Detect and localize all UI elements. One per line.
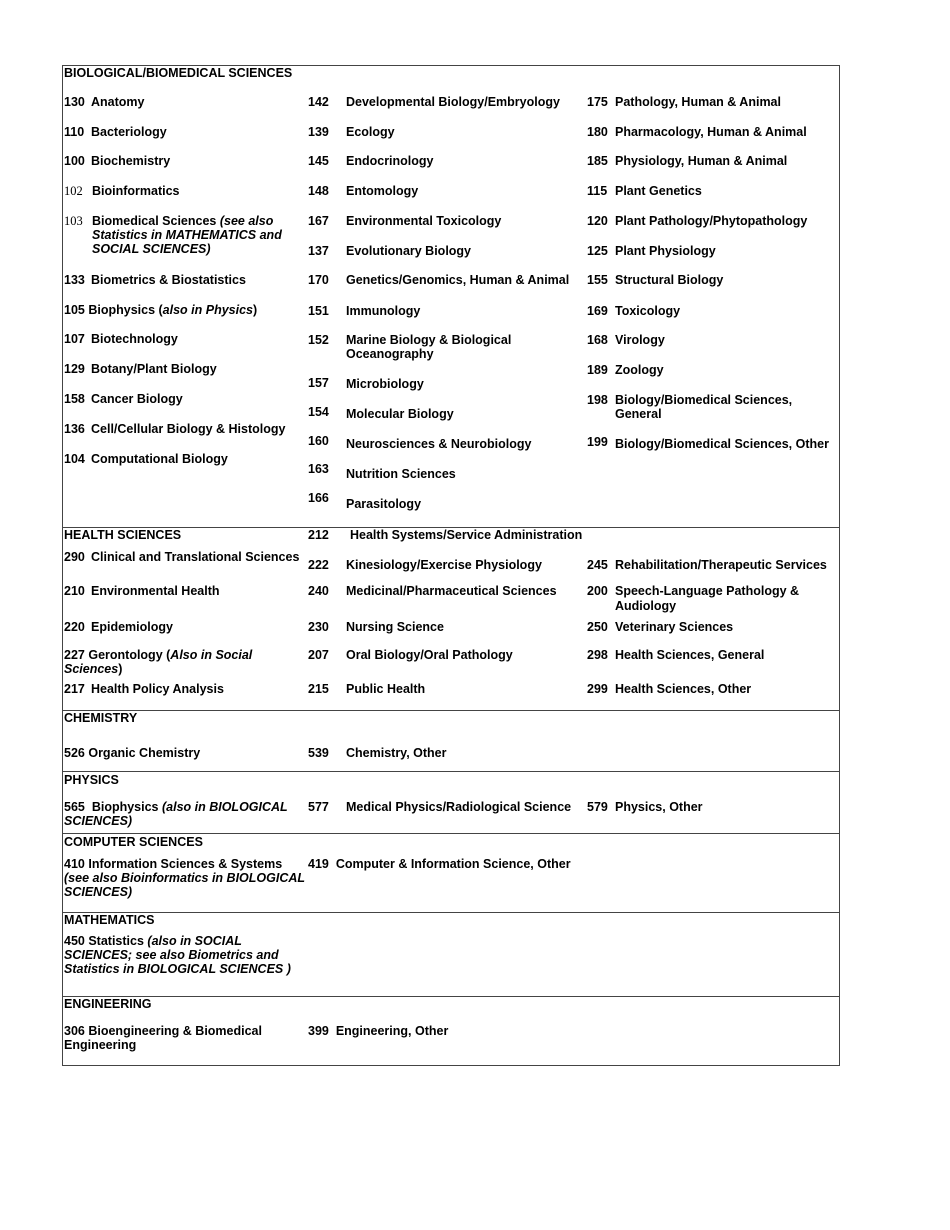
field-label: Pathology, Human & Animal — [615, 95, 781, 109]
field-code: 198 — [587, 393, 608, 407]
field-label: Microbiology — [346, 377, 424, 391]
field-entry — [64, 746, 200, 760]
section-header-chem: CHEMISTRY — [64, 711, 138, 725]
field-label: Health Sciences, Other — [615, 682, 752, 696]
field-code: 167 — [308, 214, 329, 228]
field-note: (see also Bioinformatics in BIOLOGICAL — [64, 871, 306, 885]
section-divider — [62, 710, 840, 711]
field-code: 290 — [64, 550, 85, 564]
field-label: Medicinal/Pharmaceutical Sciences — [346, 584, 557, 598]
field-code: 245 — [587, 558, 608, 572]
field-code: 168 — [587, 333, 608, 347]
field-label: Marine Biology & Biological — [346, 333, 512, 347]
field-label: Kinesiology/Exercise Physiology — [346, 558, 542, 572]
field-code: 157 — [308, 376, 329, 390]
section-header-phys: PHYSICS — [64, 773, 119, 787]
field-label: Computational Biology — [91, 452, 228, 466]
field-code: 136 — [64, 422, 85, 436]
field-entry — [64, 857, 282, 871]
field-code: 180 — [587, 125, 608, 139]
field-note: (see also — [219, 214, 274, 228]
field-label-line2: Engineering — [64, 1038, 137, 1052]
field-entry — [64, 1024, 262, 1038]
field-label: Biochemistry — [91, 154, 171, 168]
field-label: Molecular Biology — [346, 407, 454, 421]
section-divider — [62, 912, 840, 913]
field-label: Biology/Biomedical Sciences, Other — [615, 437, 829, 451]
field-label: Biology/Biomedical Sciences, — [615, 393, 793, 407]
field-label: Bioinformatics — [92, 184, 180, 198]
field-note-line — [92, 242, 211, 256]
field-code: 160 — [308, 434, 329, 448]
field-code: 250 — [587, 620, 608, 634]
field-code: 145 — [308, 154, 329, 168]
field-code: 175 — [587, 95, 608, 109]
field-note: Statistics in BIOLOGICAL SCIENCES ) — [64, 962, 291, 976]
field-code: 120 — [587, 214, 608, 228]
field-label: Toxicology — [615, 304, 681, 318]
field-label: Virology — [615, 333, 665, 347]
field-code: 212 — [308, 528, 329, 542]
field-code: 163 — [308, 462, 329, 476]
field-note: (also in BIOLOGICAL — [161, 800, 288, 814]
field-label: Biotechnology — [91, 332, 178, 346]
field-code: 577 — [308, 800, 329, 814]
field-label: Zoology — [615, 363, 664, 377]
field-label: Cancer Biology — [91, 392, 183, 406]
field-code: 419 — [308, 857, 329, 871]
field-code: 299 — [587, 682, 608, 696]
field-code: 137 — [308, 244, 329, 258]
field-label-tail: ) — [118, 662, 123, 676]
field-label: Bacteriology — [91, 125, 167, 139]
field-entry — [64, 800, 288, 814]
field-label: Anatomy — [91, 95, 145, 109]
field-label: Genetics/Genomics, Human & Animal — [346, 273, 570, 287]
field-label: Computer & Information Science, Other — [335, 857, 571, 871]
field-label: Gerontology ( — [88, 648, 171, 662]
field-note-line — [64, 962, 291, 976]
field-label: Bioengineering & Biomedical — [88, 1024, 262, 1038]
field-note: Also in Social — [170, 648, 253, 662]
field-label: Developmental Biology/Embryology — [346, 95, 560, 109]
field-label: Cell/Cellular Biology & Histology — [91, 422, 286, 436]
field-entry — [64, 648, 252, 662]
field-label: Environmental Health — [91, 584, 220, 598]
section-header-math: MATHEMATICS — [64, 913, 155, 927]
field-code: 200 — [587, 584, 608, 598]
field-label: Statistics — [88, 934, 144, 948]
field-entry — [308, 857, 571, 871]
field-code: 154 — [308, 405, 329, 419]
field-note: SCIENCES; see also Biometrics and — [64, 948, 279, 962]
field-note: Sciences — [64, 662, 119, 676]
field-code: 158 — [64, 392, 85, 406]
field-code: 103 — [64, 214, 83, 228]
field-label: Plant Pathology/Phytopathology — [615, 214, 808, 228]
field-label: Environmental Toxicology — [346, 214, 502, 228]
field-code: 220 — [64, 620, 85, 634]
field-label-line2: Oceanography — [346, 347, 434, 361]
field-code: 298 — [587, 648, 608, 662]
field-label: Oral Biology/Oral Pathology — [346, 648, 513, 662]
field-code: 215 — [308, 682, 329, 696]
field-label: Parasitology — [346, 497, 422, 511]
field-note: (also in SOCIAL — [147, 934, 242, 948]
field-code: 210 — [64, 584, 85, 598]
field-code: 155 — [587, 273, 608, 287]
field-code: 399 — [308, 1024, 329, 1038]
field-code: 169 — [587, 304, 608, 318]
field-note-line — [64, 948, 279, 962]
field-code: 222 — [308, 558, 329, 572]
field-code: 539 — [308, 746, 329, 760]
field-code: 240 — [308, 584, 329, 598]
field-code: 230 — [308, 620, 329, 634]
field-label: Ecology — [346, 125, 395, 139]
section-header-eng: ENGINEERING — [64, 997, 152, 1011]
field-code: 207 — [308, 648, 329, 662]
field-label: Medical Physics/Radiological Science — [346, 800, 572, 814]
field-label: Plant Physiology — [615, 244, 716, 258]
field-note: SOCIAL SCIENCES) — [92, 242, 211, 256]
field-label: Nutrition Sciences — [346, 467, 456, 481]
field-code: 170 — [308, 273, 329, 287]
field-label: Biometrics & Biostatistics — [91, 273, 246, 287]
section-header-cs: COMPUTER SCIENCES — [64, 835, 203, 849]
field-label: Health Systems/Service Administration — [350, 528, 583, 542]
field-label: Biophysics ( — [88, 303, 163, 317]
field-note: Statistics in MATHEMATICS and — [92, 228, 282, 242]
field-code: 129 — [64, 362, 85, 376]
field-code: 125 — [587, 244, 608, 258]
field-code: 104 — [64, 452, 85, 466]
field-label: Evolutionary Biology — [346, 244, 472, 258]
field-label: Organic Chemistry — [88, 746, 201, 760]
field-note-line — [64, 814, 132, 828]
field-code: 107 — [64, 332, 85, 346]
field-code: 189 — [587, 363, 608, 377]
field-label: Speech-Language Pathology & — [615, 584, 800, 598]
field-label: Engineering, Other — [335, 1024, 449, 1038]
section-header-bio: BIOLOGICAL/BIOMEDICAL SCIENCES — [64, 66, 293, 80]
section-divider — [62, 996, 840, 997]
field-label: Veterinary Sciences — [615, 620, 734, 634]
field-label: Pharmacology, Human & Animal — [615, 125, 807, 139]
field-label: Plant Genetics — [615, 184, 702, 198]
field-note-line — [92, 228, 282, 242]
field-code: 152 — [308, 333, 329, 347]
field-code: 133 — [64, 273, 85, 287]
field-code: 306 — [64, 1024, 85, 1038]
field-code: 130 — [64, 95, 85, 109]
field-code: 102 — [64, 184, 83, 198]
field-label: Physics, Other — [615, 800, 703, 814]
field-label: Information Sciences & Systems — [88, 857, 283, 871]
field-label: Neurosciences & Neurobiology — [346, 437, 532, 451]
field-code: 227 — [64, 648, 85, 662]
field-label: Structural Biology — [615, 273, 724, 287]
field-code: 151 — [308, 304, 329, 318]
field-code: 115 — [587, 184, 608, 198]
field-label-text: Biomedical Sciences — [92, 214, 217, 228]
field-note: also in Physics — [162, 303, 253, 317]
field-label-line2: General — [615, 407, 662, 421]
field-code: 579 — [587, 800, 608, 814]
field-label: Nursing Science — [346, 620, 444, 634]
field-label: Immunology — [346, 304, 421, 318]
field-note: SCIENCES) — [64, 814, 133, 828]
field-note-line — [64, 662, 122, 676]
field-code: 450 — [64, 934, 85, 948]
field-entry — [308, 1024, 448, 1038]
field-label: Public Health — [346, 682, 426, 696]
field-label — [92, 214, 273, 228]
field-note-line — [64, 871, 305, 885]
field-label: Health Policy Analysis — [91, 682, 224, 696]
section-divider — [62, 771, 840, 772]
section-divider — [62, 833, 840, 834]
field-code: 105 — [64, 303, 85, 317]
field-code: 217 — [64, 682, 85, 696]
field-code: 166 — [308, 491, 329, 505]
field-entry — [64, 934, 242, 948]
field-code: 526 — [64, 746, 85, 760]
field-code: 142 — [308, 95, 329, 109]
field-label: Botany/Plant Biology — [91, 362, 217, 376]
field-entry — [64, 303, 257, 317]
field-note-line — [64, 885, 132, 899]
section-header-health: HEALTH SCIENCES — [64, 528, 182, 542]
field-label: Health Sciences, General — [615, 648, 765, 662]
field-code: 139 — [308, 125, 329, 139]
field-label: Entomology — [346, 184, 419, 198]
field-code: 410 — [64, 857, 85, 871]
field-label-line2: Audiology — [615, 599, 677, 613]
field-label: Endocrinology — [346, 154, 434, 168]
field-label: Biophysics — [91, 800, 159, 814]
field-label: Chemistry, Other — [346, 746, 447, 760]
field-label: Clinical and Translational Sciences — [91, 550, 300, 564]
field-label: Epidemiology — [91, 620, 173, 634]
field-label-tail: ) — [253, 303, 258, 317]
field-label: Rehabilitation/Therapeutic Services — [615, 558, 827, 572]
field-code: 110 — [64, 125, 85, 139]
field-code: 185 — [587, 154, 608, 168]
field-code: 199 — [587, 435, 608, 449]
field-note: SCIENCES) — [64, 885, 133, 899]
field-code: 148 — [308, 184, 329, 198]
field-code: 565 — [64, 800, 85, 814]
field-label: Physiology, Human & Animal — [615, 154, 788, 168]
field-code: 100 — [64, 154, 85, 168]
